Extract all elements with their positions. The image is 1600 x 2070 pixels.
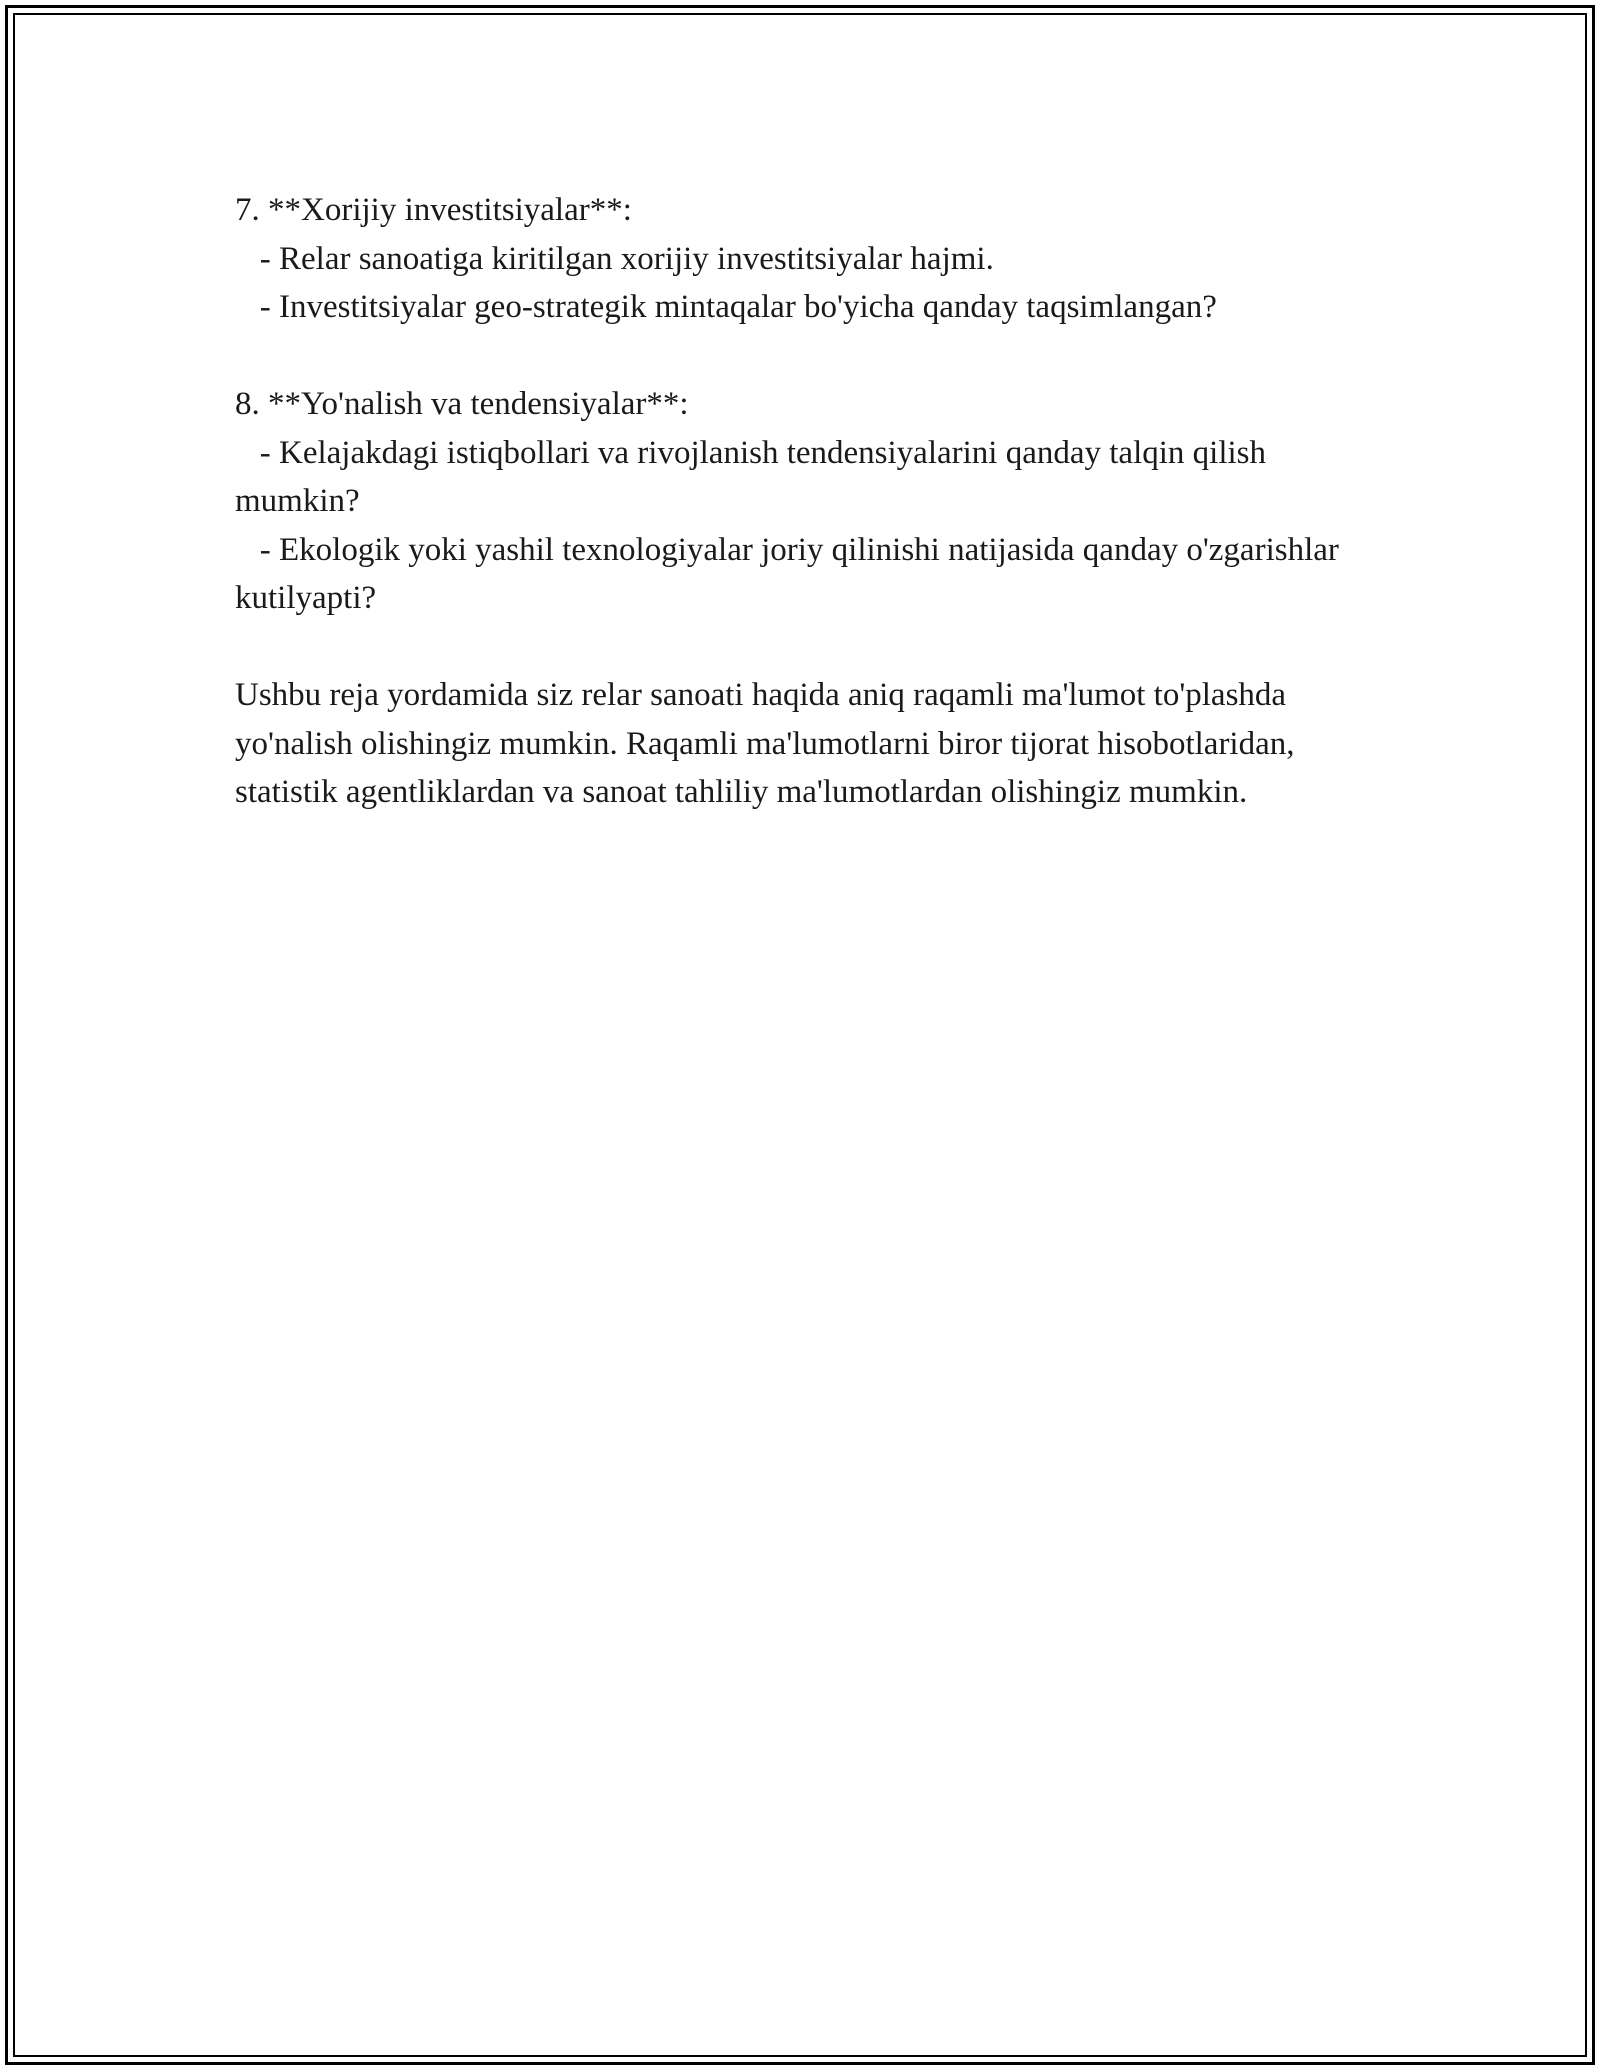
list-item: - Relar sanoatiga kiritilgan xorijiy investitsiyalar hajmi. [235,240,994,277]
section-trends [235,380,1365,623]
document-body [235,186,1365,817]
section-heading: 7. **Xorijiy investitsiyalar**: [235,192,632,228]
list-item: - Kelajakdagi istiqbollari va rivojlanish tendensiyalarini qanday talqin qilish mumkin? [235,434,1275,519]
paragraph-gap [235,623,1365,672]
list-item: - Investitsiyalar geo-strategik mintaqalar bo'yicha qanday taqsimlangan? [235,289,1217,325]
list-item: - Ekologik yoki yashil texnologiyalar joriy qilinishi natijasida qanday o'zgarishlar kutilyapti? [235,531,1348,616]
conclusion-paragraph: Ushbu reja yordamida siz relar sanoati haqida aniq raqamli ma'lumot to'plashda yo'nalish olishingiz mumkin. Raqamli ma'lumotlarni biror tijorat hisobotlaridan, statistik agentliklardan va sanoat tahliliy ma'lumotlardan olishingiz mumkin. [235,677,1303,810]
section-heading: 8. **Yo'nalish va tendensiyalar**: [235,386,689,422]
paragraph-gap [235,332,1365,381]
section-foreign-investments [235,186,1365,332]
